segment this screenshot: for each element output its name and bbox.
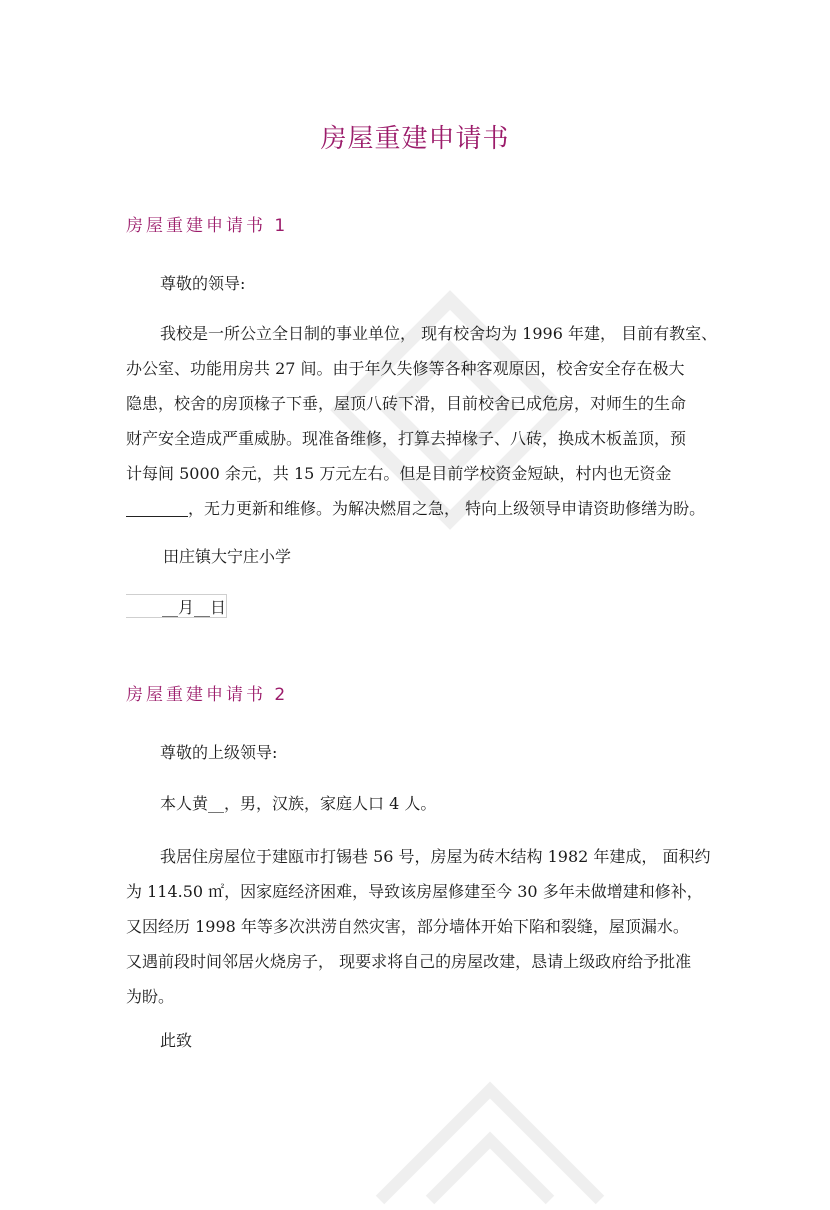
section-2-body-line: 我居住房屋位于建瓯市打锡巷 56 号，房屋为砖木结构 1982 年建成， 面积约	[160, 847, 711, 866]
section-1-heading: 房屋重建申请书 1	[126, 216, 289, 236]
watermark-logo-bottom	[360, 1050, 620, 1210]
section-2-body-line: 为 114.50 ㎡，因家庭经济困难，导致该房屋修建至今 30 多年未做增建和修补，	[126, 882, 703, 901]
section-1-body-line: 计每间 5000 余元，共 15 万元左右。但是目前学校资金短缺，村内也无资金	[126, 464, 672, 483]
section-1-date: __月__日	[162, 598, 227, 617]
document-title: 房屋重建申请书	[320, 124, 510, 154]
section-1-salutation: 尊敬的领导:	[160, 274, 246, 293]
section-1-body	[126, 316, 716, 526]
section-2-body-line: 为盼。	[126, 987, 175, 1006]
section-2-salutation: 尊敬的上级领导:	[160, 743, 278, 762]
section-1-body-line: 我校是一所公立全日制的事业单位， 现有校舍均为 1996 年建， 目前有教室、	[160, 324, 718, 343]
section-2-body-line: 又因经历 1998 年等多次洪涝自然灾害，部分墙体开始下陷和裂缝，屋顶漏水。	[126, 917, 689, 936]
section-2-body	[126, 839, 716, 1014]
fill-in-blank	[126, 498, 188, 517]
section-2-body-line: 又遇前段时间邻居火烧房子， 现要求将自己的房屋改建，恳请上级政府给予批准	[126, 952, 692, 971]
section-1-body-line: 财产安全造成严重威胁。现准备维修，打算去掉椽子、八砖，换成木板盖顶，预	[126, 429, 687, 448]
section-1-body-line: 隐患，校舍的房顶椽子下垂，屋顶八砖下滑，目前校舍已成危房，对师生的生命	[126, 394, 687, 413]
section-1-body-line: 办公室、功能用房共 27 间。由于年久失修等各种客观原因，校舍安全存在极大	[126, 359, 685, 378]
section-2-closing: 此致	[160, 1031, 193, 1050]
section-1-body-last-line	[126, 491, 716, 526]
section-2-intro: 本人黄__，男，汉族，家庭人口 4 人。	[160, 794, 437, 813]
section-1-body-line-tail: ，无力更新和维修。为解决燃眉之急， 特向上级领导申请资助修缮为盼。	[188, 499, 706, 518]
section-1-signature: 田庄镇大宁庄小学	[163, 547, 292, 566]
section-2-heading: 房屋重建申请书 2	[126, 685, 289, 705]
